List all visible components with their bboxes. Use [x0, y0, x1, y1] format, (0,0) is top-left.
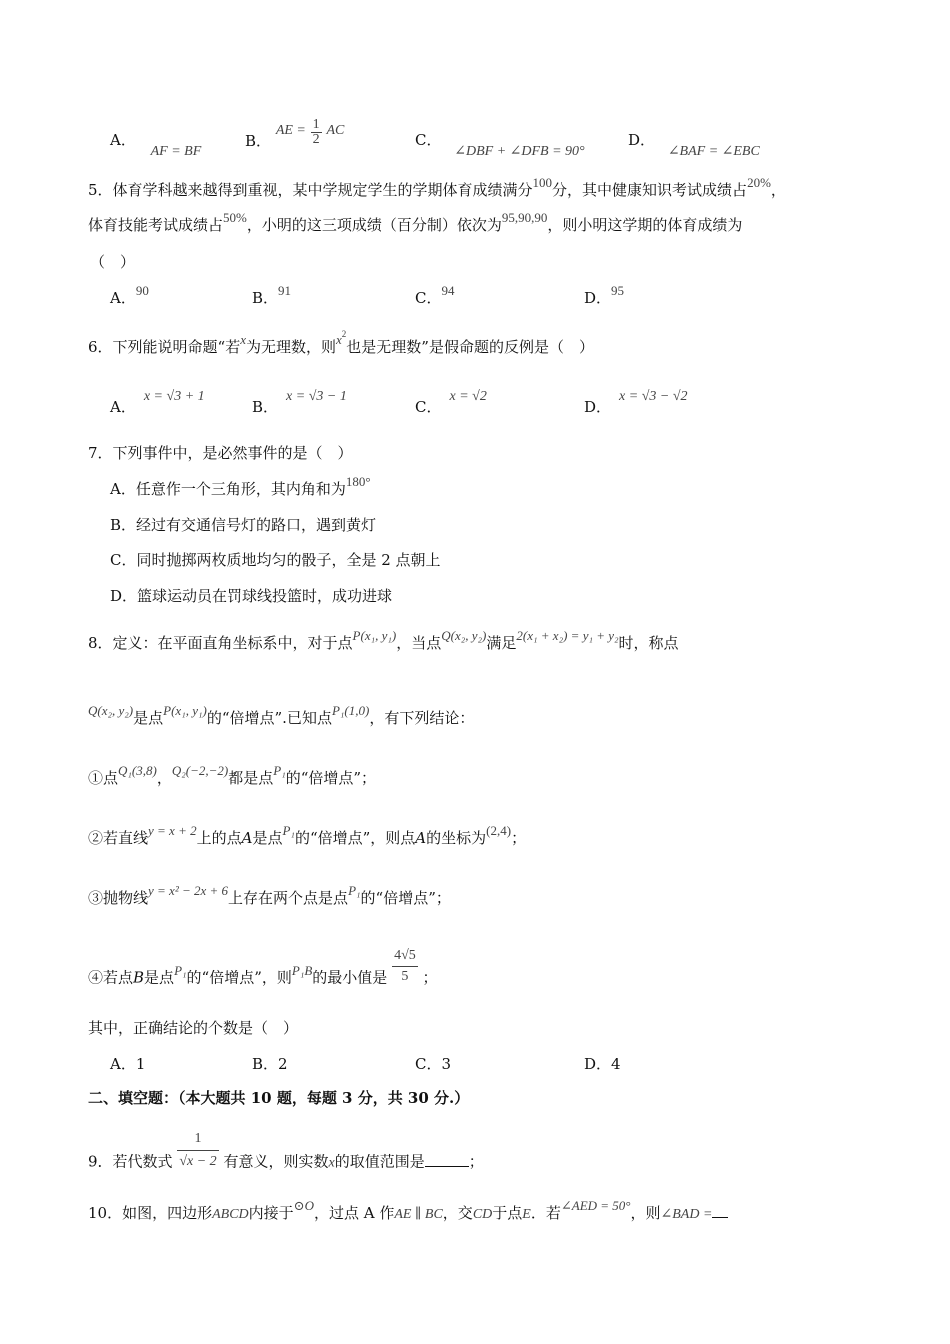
- q10-stem: 10．如图，四边形ABCD内接于⊙O，过点 A 作AE ∥ BC，交CD于点E．若∠AED = 50°，则∠BAD =: [88, 1203, 728, 1225]
- q5-option-c[interactable]: C．94: [415, 283, 455, 307]
- q7-stem: 7．下列事件中，是必然事件的是（ ）: [88, 444, 353, 462]
- q8-ask: 其中，正确结论的个数是（ ）: [88, 1019, 299, 1037]
- section-2-title: 二、填空题：（本大题共 10 题，每题 3 分，共 30 分.）: [88, 1089, 470, 1107]
- q4-option-b[interactable]: B． AE = $\frac{1}{2}$ AC: [245, 116, 345, 150]
- q7-option-c[interactable]: C．同时抛掷两枚质地均匀的骰子，全是 2 点朝上: [110, 551, 441, 569]
- q5-stem-line2: 体育技能考试成绩占50%，小明的这三项成绩（百分制）依次为95,90,90，则小明这学期的体育成绩为: [88, 210, 743, 234]
- q4-option-b-fraction: $\frac{1}{2}$: [312, 116, 320, 147]
- q4-option-d-math: ∠BAF = ∠EBC: [667, 144, 760, 159]
- q4-option-d[interactable]: D． ∠BAF = ∠EBC: [628, 131, 760, 159]
- q5-option-d[interactable]: D．95: [584, 283, 625, 307]
- q8-min-value-fraction: $\frac{4√5}{5}$: [394, 948, 416, 984]
- q8-conclusion-3: ③抛物线y = x² − 2x + 6上存在两个点是点P₁的“倍增点”；: [88, 883, 451, 907]
- q8-stem-line1: 8．定义：在平面直角坐标系中，对于点P(x₁, y₁)，当点Q(x₂, y₂)满足2(x₁ + x₂) = y₁ + y₂时，称点: [88, 628, 679, 652]
- q8-conclusion-1: ①点Q₁(3,8)，Q₂(−2,−2)都是点P₁的“倍增点”；: [88, 763, 377, 787]
- q10-answer-blank[interactable]: [712, 1203, 728, 1218]
- q4-option-c[interactable]: C． ∠DBF + ∠DFB = 90°: [415, 131, 585, 159]
- q5-option-a[interactable]: A．90: [110, 283, 149, 307]
- q9-fraction: $\frac{1}{√x - 2}$: [177, 1128, 218, 1173]
- q5-option-b[interactable]: B．91: [252, 283, 292, 307]
- q6-option-d[interactable]: D．x = √3 − √2: [584, 389, 688, 416]
- q4-option-c-math: ∠DBF + ∠DFB = 90°: [454, 144, 585, 159]
- q8-option-d[interactable]: D．4: [584, 1055, 621, 1073]
- q5-answer-paren: （ ）: [90, 253, 136, 271]
- q9-answer-blank[interactable]: [425, 1152, 469, 1167]
- q9-stem: 9．若代数式 $\frac{1}{√x - 2}$ 有意义，则实数x的取值范围是 ；: [88, 1140, 484, 1185]
- q4-option-a-math: AF = BF: [150, 144, 202, 159]
- q4-option-a[interactable]: A． AF = BF: [110, 131, 202, 159]
- q6-stem: 6．下列能说明命题“若x为无理数，则$x^2$也是无理数”是假命题的反例是（ ）: [88, 329, 594, 356]
- q5-stem-line1: 5．体育学科越来越得到重视，某中学规定学生的学期体育成绩满分100分，其中健康知识考试成绩占20%，: [88, 175, 786, 199]
- q6-option-a[interactable]: A．x = √3 + 1: [110, 389, 205, 416]
- q8-option-c[interactable]: C．3: [415, 1055, 452, 1073]
- q7-option-b[interactable]: B．经过有交通信号灯的路口，遇到黄灯: [110, 516, 377, 534]
- q8-conclusion-4: ④若点B是点P₁的“倍增点”，则P₁B的最小值是 $\frac{4√5}{5}$ ；: [88, 948, 438, 987]
- q7-option-d[interactable]: D．篮球运动员在罚球线投篮时，成功进球: [110, 587, 393, 605]
- q8-option-a[interactable]: A．1: [110, 1055, 146, 1073]
- q8-option-b[interactable]: B．2: [252, 1055, 288, 1073]
- q6-option-c[interactable]: C．x = √2: [415, 389, 487, 416]
- q7-option-a[interactable]: A．任意作一个三角形，其内角和为180°: [110, 474, 371, 498]
- q8-conclusion-2: ②若直线y = x + 2上的点A是点P₁的“倍增点”，则点A的坐标为(2,4)；: [88, 823, 527, 847]
- q6-option-b[interactable]: B．x = √3 − 1: [252, 389, 347, 416]
- q8-stem-line2: Q(x₂, y₂)是点P(x₁, y₁)的“倍增点”.已知点P₁(1,0)，有下列结论：: [88, 703, 475, 727]
